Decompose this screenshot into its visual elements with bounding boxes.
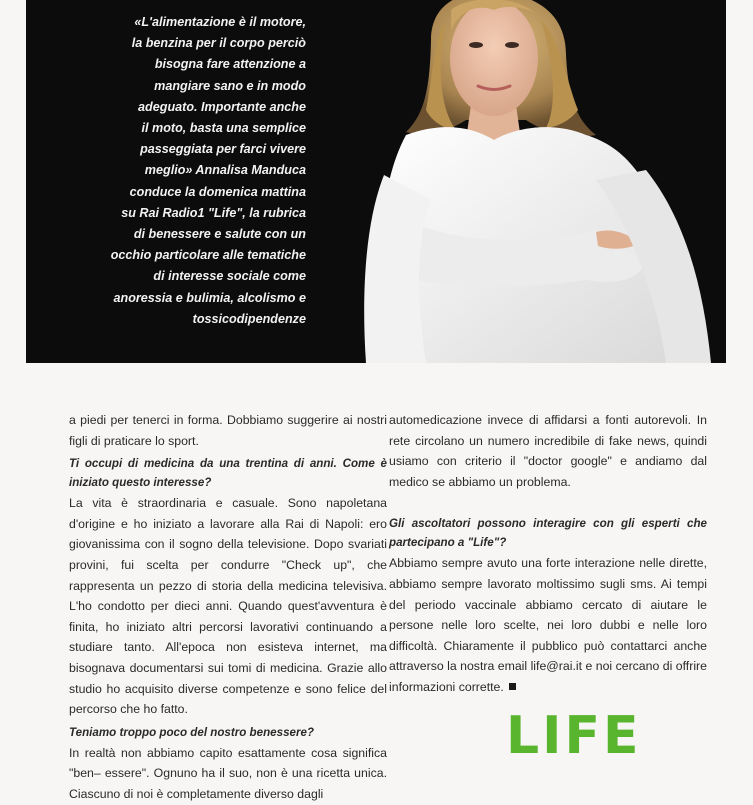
article-column-right	[389, 410, 707, 698]
interview-answer: In realtà non abbiamo capito esattamente cosa significa "ben– essere". Ognuno ha il suo, non è una ricetta unica. Ciascuno di noi è completamente diverso dagli	[69, 745, 387, 801]
pull-quote: «L'alimentazione è il motore, la benzina per il corpo perciò bisogna fare attenzione a mangiare sano e in modo adeguato. Importante anche il moto, basta una semplice passeggiata per farci vivere meglio» Annalisa Manduca conduce la domenica mattina su Rai Radio1 "Life", la rubrica di benessere e salute con un occhio particolare alle tematiche di interesse sociale come anoressia e bulimia, alcolismo e tossicodipendenze	[110, 15, 306, 326]
interview-answer	[389, 553, 707, 697]
hero-image	[26, 0, 726, 363]
answer-text: Abbiamo sempre avuto una forte interazione nelle dirette, abbiamo sempre lavorato moltissimo sugli sms. Ai tempi del periodo vaccinale abbiamo cercato di aiutare le persone nelle loro scelte, nei loro dubbi e nelle loro difficoltà. Chiaramente il pubblico può contattarci anche attraverso la nostra email life@rai.it e noi cercano di offrire informazioni corrette.	[389, 556, 707, 694]
interview-question: Ti occupi di medicina da una trentina di anni. Come è iniziato questo interesse?	[69, 457, 387, 490]
paragraph: automedicazione invece di affidarsi a fonti autorevoli. In rete circolano un numero incredibile di fake news, quindi usiamo con criterio il "doctor google" e andiamo dal medico se abbiamo un problema.	[389, 413, 707, 489]
interview-question: Gli ascoltatori possono interagire con gli esperti che partecipano a "Life"?	[389, 517, 707, 550]
interview-question: Teniamo troppo poco del nostro benessere?	[69, 725, 315, 739]
interview-answer: La vita è straordinaria e casuale. Sono napoletana d'origine e ho iniziato a lavorare alla Rai di Napoli: ero giovanissima con il sogno della televisione. Dopo svariati provini, fui scelta per condurre "Check up", che rappresenta un pezzo di storia della medicina televisiva. L'ho condotto per dieci anni. Quando quest'avventura è finita, ho iniziato altri percorsi lavorativi continuando a studiare tanto. All'epoca non esisteva internet, ma bisognava documentarsi sui tomi di medicina. Grazie allo studio ho acquisito diverse competenze e sono felice del percorso che ho fatto.	[69, 496, 387, 717]
article-column-left	[69, 410, 387, 805]
portrait-photo	[266, 0, 726, 363]
end-of-article-mark	[509, 683, 516, 690]
life-logo: LIFE	[506, 706, 642, 766]
paragraph: a piedi per tenerci in forma. Dobbiamo suggerire ai nostri figli di praticare lo sport.	[69, 413, 387, 448]
